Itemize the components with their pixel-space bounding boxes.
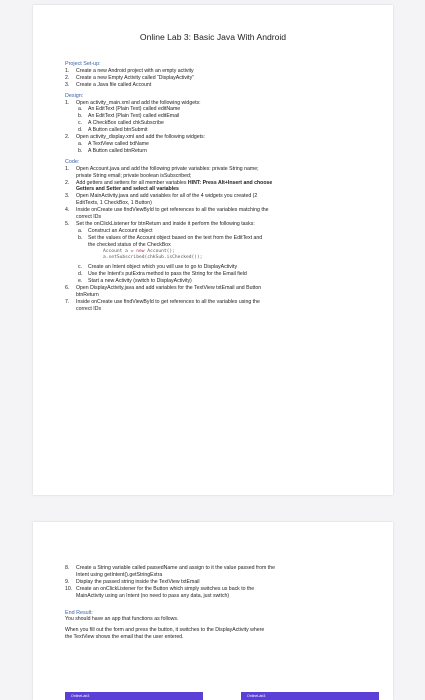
setup-item: 2. Create a new Empty Activity called “DisplayActivity”	[65, 74, 194, 81]
design-subitem: a. An EditText (Plain Text) called editName	[78, 106, 181, 113]
end-result-heading: End Result:	[65, 609, 93, 616]
code-snippet-line: Account a = new Account();	[103, 248, 175, 254]
document-page-2	[33, 522, 393, 700]
design-subitem: b. An EditText (Plain Text) called editEmail	[78, 113, 180, 120]
app-bar-main: OnlineLab3	[65, 692, 203, 700]
setup-item: 1. Create a new Android project with an empty activity	[65, 67, 194, 74]
code-item: 7. Inside onCreate use findViewById to get references to all the variables using the correct IDs	[65, 298, 260, 312]
design-subitem: a. A TextView called txtName	[78, 140, 149, 147]
code-snippet-line: a.setSubscribed(chkSub.isChecked());	[103, 255, 203, 261]
code-item: 1. Open Account.java and add the following private variables: private String name; private String email; private boolean isSubscribed;	[65, 165, 259, 179]
code-item: 2. Add getters and setters for all member variables HINT: Press Alt+Insert and choose Getters and Setter and select all variables	[65, 179, 273, 193]
code-subitem: e. Start a new Activity (switch to DisplayActivity)	[78, 278, 192, 285]
design-heading: Design:	[65, 92, 84, 99]
app-bar-display: OnlineLab3	[241, 692, 379, 700]
code-subitem: c. Create an Intent object which you will use to go to DisplayActivity	[78, 264, 238, 271]
design-subitem: b. A Button called btnReturn	[78, 147, 147, 154]
page-2-content	[65, 565, 379, 641]
code-item: 9. Display the passed string inside the TextView txtEmail	[65, 578, 200, 585]
code-item: 4. Inside onCreate use findViewById to get references to all the variables matching the correct IDs	[65, 207, 269, 221]
code-item: 3. Open MainActivity.java and add variables for all of the 4 widgets you created (2 EditTexts, 1 CheckBox, 1 Button)	[65, 193, 258, 207]
code-heading: Code:	[65, 158, 80, 165]
design-item: 1. Open activity_main.xml and add the following widgets:	[65, 99, 201, 106]
code-item: 8. Create a String variable called passedName and assign to it the value passed from the Intent using getIntent().getStringExtra	[65, 565, 275, 578]
code-item: 10. Create an onClickListener for the Button which simply switches us back to the MainActivity using an Intent (no need to pass any data, just switch)	[65, 585, 255, 599]
code-item: 5. Set the onClickListener for btnReturn and inside it perform the following tasks:	[65, 220, 255, 227]
code-subitem: a. Construct an Account object	[78, 227, 153, 234]
end-result-description: When you fill out the form and press the button, it switches to the DisplayActivity where the TextView shows the email that the user entered.	[65, 627, 265, 641]
setup-heading: Project Set-up:	[65, 61, 101, 67]
design-item: 2. Open activity_display.xml and add the following widgets:	[65, 134, 206, 141]
design-subitem: d. A Button called btnSubmit	[78, 127, 148, 134]
code-subitem: d. Use the Intent’s putExtra method to pass the String for the Email field	[78, 271, 247, 278]
page-1-content	[65, 61, 379, 313]
setup-item: 3. Create a Java file called Account	[65, 81, 152, 88]
document-page-1	[33, 5, 393, 495]
end-result-text: You should have an app that functions as follows.	[65, 616, 179, 623]
app-screenshots	[65, 692, 379, 700]
page-title: Online Lab 3: Basic Java With Android	[139, 32, 287, 42]
code-item: 6. Open DisplayActivity.java and add variables for the TextView txtEmail and Button btnReturn	[65, 285, 262, 298]
design-subitem: c. A CheckBox called chkSubscribe	[78, 120, 164, 127]
code-subitem: b. Set the values of the Account object based on the text from the EditText and the checked status of the CheckBox	[78, 234, 263, 248]
